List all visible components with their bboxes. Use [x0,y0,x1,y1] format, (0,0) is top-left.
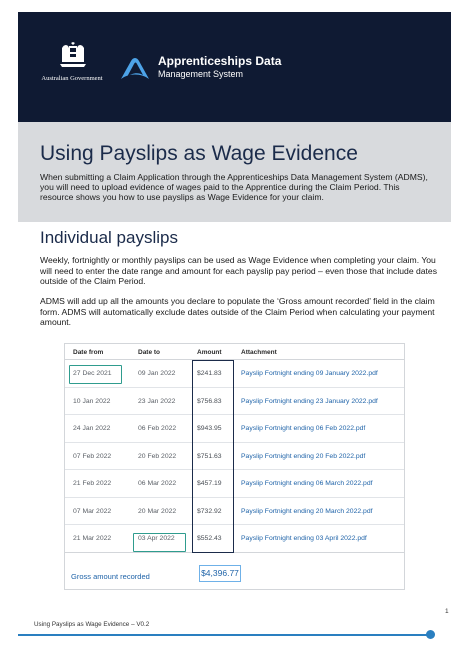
cell-date-from: 27 Dec 2021 [73,370,112,377]
cell-amount: $552.43 [197,535,222,542]
attachment-link[interactable]: Payslip Fortnight ending 09 January 2022.pdf [241,370,378,377]
section-heading: Individual payslips [40,228,178,247]
australian-government-crest [36,42,108,90]
cell-date-to: 09 Jan 2022 [138,370,176,377]
payslip-table [64,343,405,590]
paragraph-2: ADMS will add up all the amounts you declare to populate the ‘Gross amount recorded’ field in the claim form. ADMS will automatically exclude dates outside of the Claim Period when calculating your payment amount. [40,296,435,327]
cell-date-from: 21 Feb 2022 [73,480,112,487]
footer-dot [426,630,435,639]
document-page [18,12,451,652]
cell-amount: $241.83 [197,370,222,377]
header-attachment: Attachment [241,349,277,356]
amount-column-highlight [192,360,234,553]
brand-line-2: Management System [158,69,244,79]
cell-amount: $756.83 [197,397,222,405]
table-header [65,344,404,360]
cell-date-from: 21 Mar 2022 [73,535,112,542]
header-date-to: Date to [138,349,161,356]
attachment-link[interactable]: Payslip Fortnight ending 06 March 2022.pdf [241,480,373,487]
attachment-link[interactable]: Payslip Fortnight ending 23 January 2022.pdf [241,397,378,405]
table-row [65,470,404,498]
cell-amount: $732.92 [197,507,222,515]
cell-amount: $457.19 [197,480,222,487]
cell-date-to: 20 Feb 2022 [138,452,177,460]
attachment-link[interactable]: Payslip Fortnight ending 03 April 2022.pdf [241,535,367,542]
claim-end-highlight [133,533,186,552]
cell-date-to: 06 Mar 2022 [138,480,177,487]
gross-amount-field: $4,396.77 [199,565,241,582]
intro-paragraph: When submitting a Claim Application through the Apprenticeships Data Management System (ADMS), you will need to upload evidence of wages paid to the Apprentice during the Claim Period. This resource shows you how to use payslips as Wage Evidence for your claim. [40,172,428,202]
cell-date-from: 07 Feb 2022 [73,452,112,460]
brand-line-1: Apprenticeships Data [158,54,282,68]
paragraph-1: Weekly, fortnightly or monthly payslips can be used as Wage Evidence when completing your claim. You will need to enter the date range and amount for each payslip pay period – even those that include dates outside of the Claim Period. [40,255,438,286]
attachment-link[interactable]: Payslip Fortnight ending 20 March 2022.pdf [241,507,373,515]
adms-logo-icon [119,53,151,81]
page-number: 1 [445,608,449,615]
cell-date-from: 07 Mar 2022 [73,507,112,515]
header-amount: Amount [197,349,222,356]
claim-start-highlight [69,365,122,384]
cell-date-from: 10 Jan 2022 [73,397,111,405]
cell-date-from: 24 Jan 2022 [73,425,111,432]
footer-doc-title: Using Payslips as Wage Evidence – V0.2 [34,621,150,628]
cell-amount: $751.63 [197,452,222,460]
cell-date-to: 23 Jan 2022 [138,397,176,405]
table-row [65,525,404,553]
page-title: Using Payslips as Wage Evidence [40,142,358,165]
header-date-from: Date from [73,349,104,356]
table-row [65,498,404,526]
attachment-link[interactable]: Payslip Fortnight ending 20 Feb 2022.pdf [241,452,366,460]
table-row [65,388,404,416]
footer-rule [18,634,428,636]
table-row [65,443,404,471]
cell-date-to: 03 Apr 2022 [138,535,175,542]
coat-of-arms-icon [58,42,88,70]
cell-date-to: 06 Feb 2022 [138,425,177,432]
header-banner [18,12,451,122]
government-name: Australian Government [41,75,103,82]
brand-title [158,54,281,80]
table-row [65,415,404,443]
attachment-link[interactable]: Payslip Fortnight ending 06 Feb 2022.pdf [241,425,366,432]
cell-amount: $943.95 [197,425,222,432]
cell-date-to: 20 Mar 2022 [138,507,177,515]
gross-amount-label: Gross amount recorded [71,572,150,581]
